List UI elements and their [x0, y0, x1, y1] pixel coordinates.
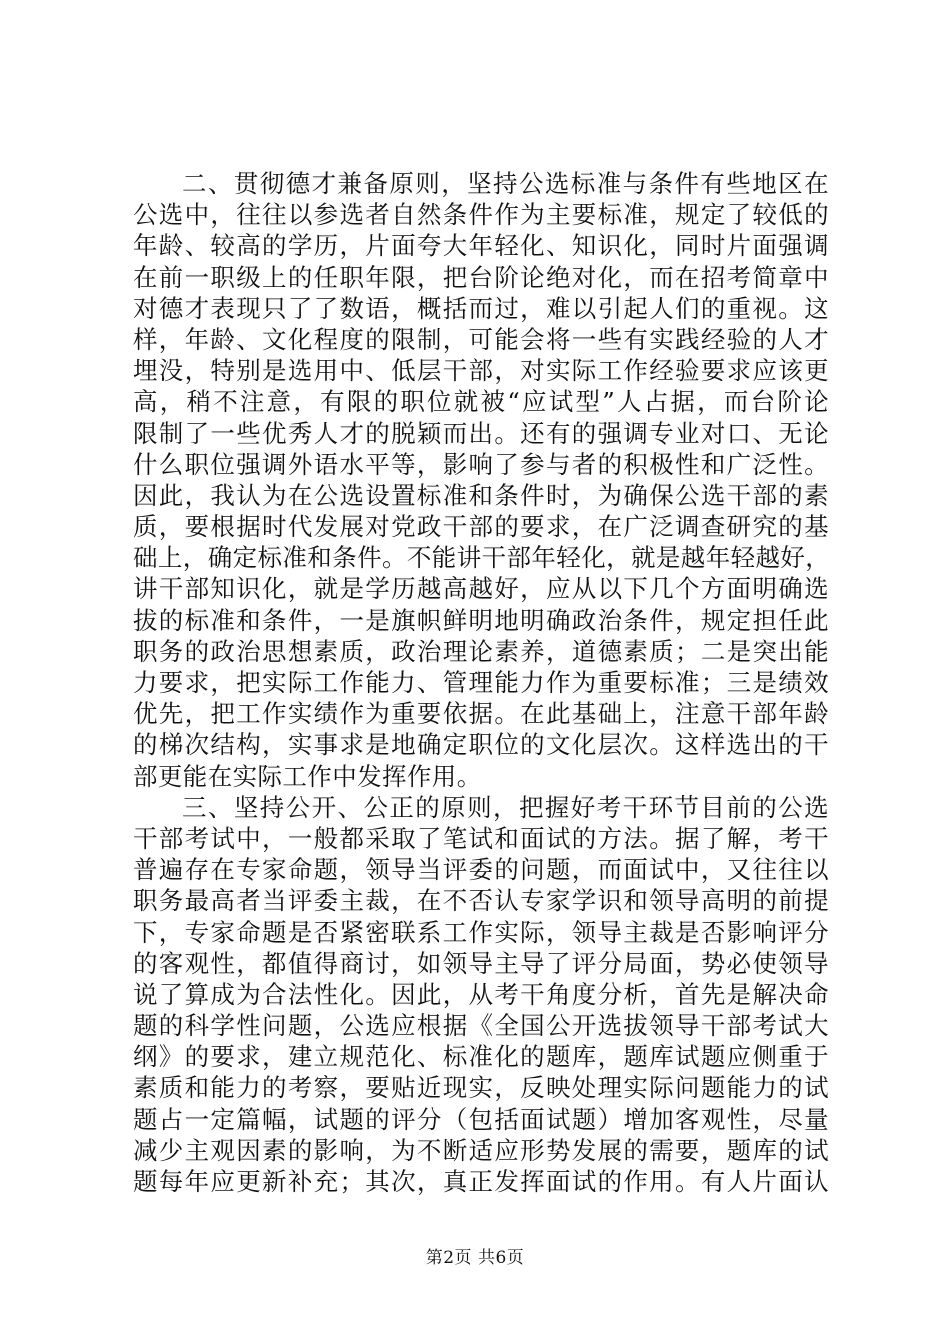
- page-number-footer: 第2页 共6页: [425, 1248, 525, 1268]
- paragraph: [133, 792, 829, 1197]
- text-line: 部更能在实际工作中发挥作用。: [133, 761, 482, 791]
- text-line: 职务最高者当评委主裁，在不否认专家学识和领导高明的前提: [133, 886, 829, 916]
- text-line: 题每年应更新补充；其次，真正发挥面试的作用。有人片面认: [133, 1167, 829, 1196]
- text-line: 题占一定篇幅，试题的评分（包括面试题）增加客观性，尽量: [133, 1104, 829, 1134]
- document-body: [133, 168, 829, 1197]
- text-line: 职务的政治思想素质，政治理论素养，道德素质；二是突出能: [133, 636, 829, 666]
- text-line: 公选中，往往以参选者自然条件作为主要标准，规定了较低的: [133, 200, 829, 230]
- text-line: 什么职位强调外语水平等，影响了参与者的积极性和广泛性。: [133, 449, 829, 479]
- text-line: 题的科学性问题，公选应根据《全国公开选拔领导干部考试大: [133, 1011, 829, 1041]
- text-line: 说了算成为合法性化。因此，从考干角度分析，首先是解决命: [133, 979, 829, 1009]
- text-line: 限制了一些优秀人才的脱颖而出。还有的强调专业对口、无论: [133, 418, 829, 448]
- text-line: 对德才表现只了了数语，概括而过，难以引起人们的重视。这: [133, 293, 829, 323]
- text-line: 埋没，特别是选用中、低层干部，对实际工作经验要求应该更: [133, 356, 829, 386]
- text-line: 在前一职级上的任职年限，把台阶论绝对化，而在招考简章中: [133, 262, 829, 292]
- text-line: 样，年龄、文化程度的限制，可能会将一些有实践经验的人才: [133, 324, 829, 354]
- text-line: 的客观性，都值得商讨，如领导主导了评分局面，势必使领导: [133, 948, 829, 978]
- text-line: 质，要根据时代发展对党政干部的要求，在广泛调查研究的基: [133, 512, 829, 542]
- text-line: 优先，把工作实绩作为重要依据。在此基础上，注意干部年龄: [133, 699, 829, 729]
- text-line: 素质和能力的考察，要贴近现实，反映处理实际问题能力的试: [133, 1073, 829, 1103]
- text-line: 础上，确定标准和条件。不能讲干部年轻化，就是越年轻越好，: [133, 543, 831, 573]
- text-line: 干部考试中，一般都采取了笔试和面试的方法。据了解，考干: [133, 823, 829, 853]
- text-line: 三、坚持公开、公正的原则，把握好考干环节目前的公选: [182, 792, 829, 822]
- text-line: 高，稍不注意，有限的职位就被“应试型”人占据，而台阶论: [133, 387, 829, 417]
- text-line: 普遍存在专家命题，领导当评委的问题，而面试中，又往往以: [133, 855, 829, 885]
- text-line: 讲干部知识化，就是学历越高越好，应从以下几个方面明确选: [133, 574, 829, 604]
- text-line: 二、贯彻德才兼备原则，坚持公选标准与条件有些地区在: [182, 169, 829, 198]
- paragraph: [133, 168, 829, 792]
- text-line: 的梯次结构，实事求是地确定职位的文化层次。这样选出的干: [133, 730, 829, 760]
- text-line: 因此，我认为在公选设置标准和条件时，为确保公选干部的素: [133, 480, 829, 510]
- text-line: 拔的标准和条件，一是旗帜鲜明地明确政治条件，规定担任此: [133, 605, 829, 635]
- text-line: 下，专家命题是否紧密联系工作实际，领导主裁是否影响评分: [133, 917, 829, 947]
- text-line: 减少主观因素的影响，为不断适应形势发展的需要，题库的试: [133, 1135, 829, 1165]
- text-line: 年龄、较高的学历，片面夸大年轻化、知识化，同时片面强调: [133, 231, 829, 261]
- text-line: 力要求，把实际工作能力、管理能力作为重要标准；三是绩效: [133, 668, 829, 697]
- text-line: 纲》的要求，建立规范化、标准化的题库，题库试题应侧重于: [133, 1042, 829, 1072]
